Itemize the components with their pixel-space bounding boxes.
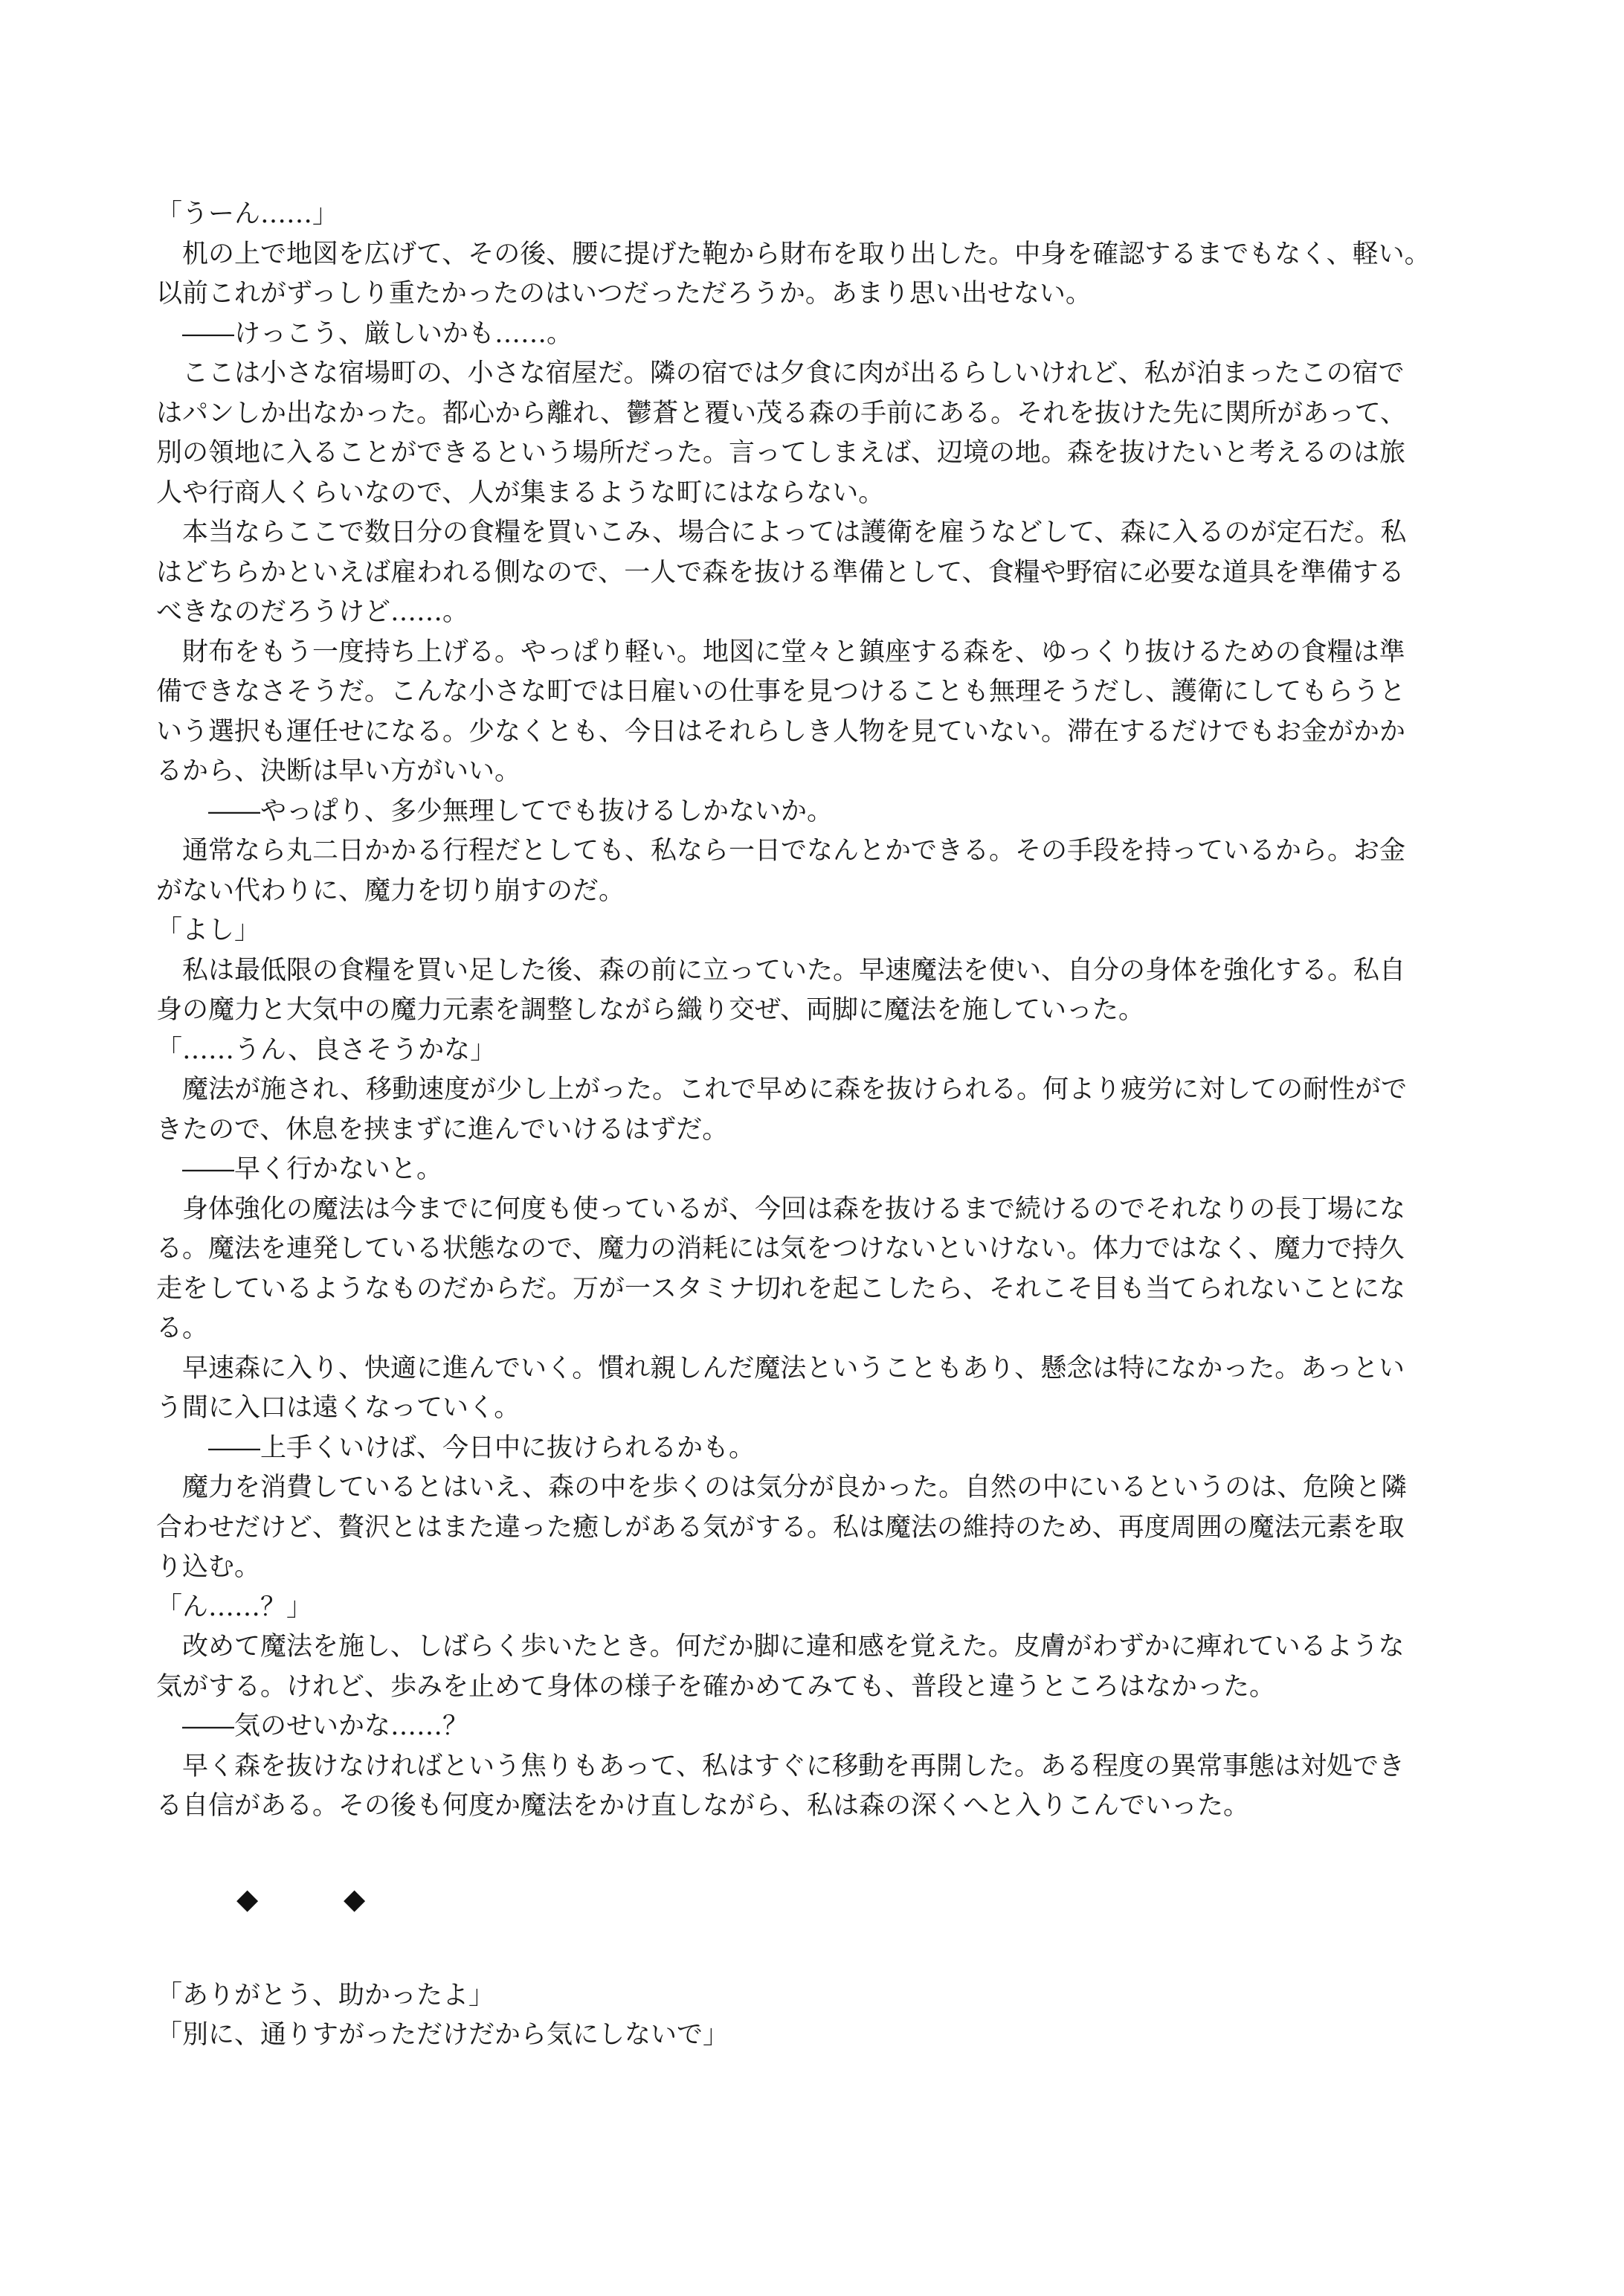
- text-line: 「よし」: [156, 916, 261, 945]
- text-line: 「ありがとう、助かったよ」: [156, 1980, 495, 2010]
- text-line: 身の魔力と大気中の魔力元素を調整しながら織り交ぜ、両脚に魔法を施していった。: [156, 995, 1144, 1025]
- text-line: 合わせだけど、贅沢とはまた違った癒しがある気がする。私は魔法の維持のため、再度周囲の魔法元素を取: [156, 1512, 1405, 1543]
- text-line: る自信がある。その後も何度か魔法をかけ直しながら、私は森の深くへと入りこんでいった。: [156, 1791, 1250, 1821]
- diamond-icon: ◆: [344, 1882, 366, 1915]
- scene-break: [156, 1877, 1495, 1921]
- text-line: 走をしているようなものだからだ。万が一スタミナ切れを起こしたら、それこそ目も当てられないことにな: [156, 1273, 1406, 1304]
- text-line: 机の上で地図を広げて、その後、腰に提げた鞄から財布を取り出した。中身を確認するまでもなく、軽い。: [156, 239, 1431, 269]
- text-line: ――やっぱり、多少無理してでも抜けるしかないか。: [156, 796, 834, 826]
- text-line: 「うーん……」: [156, 199, 339, 229]
- text-line: がない代わりに、魔力を切り崩すのだ。: [156, 875, 625, 906]
- text-line: はどちらかといえば雇われる側なので、一人で森を抜ける準備として、食糧や野宿に必要な道具を準備する: [156, 557, 1405, 588]
- text-line: 魔法が施され、移動速度が少し上がった。これで早めに森を抜けられる。何より疲労に対しての耐性がで: [156, 1075, 1408, 1104]
- text-line: ここは小さな宿場町の、小さな宿屋だ。隣の宿では夕食に肉が出るらしいけれど、私が泊まったこの宿で: [156, 358, 1405, 388]
- text-line: 「別に、通りすがっただけだから気にしないで」: [156, 2020, 729, 2050]
- text-line: 「ん……？」: [156, 1592, 313, 1622]
- text-line: ――早く行かないと。: [156, 1154, 443, 1184]
- text-line: 本当ならここで数日分の食糧を買いこみ、場合によっては護衛を雇うなどして、森に入るのが定石だ。私: [156, 518, 1407, 547]
- text-line: るから、決断は早い方がいい。: [156, 756, 521, 786]
- text-line: ――けっこう、厳しいかも……。: [156, 318, 573, 349]
- text-line: 別の領地に入ることができるという場所だった。言ってしまえば、辺境の地。森を抜けたいと考えるのは旅: [156, 438, 1406, 468]
- text-line: 早く森を抜けなければという焦りもあって、私はすぐに移動を再開した。ある程度の異常事態は対処でき: [156, 1751, 1405, 1781]
- text-line: ――上手くいけば、今日中に抜けられるかも。: [156, 1432, 755, 1463]
- text-line: る。: [156, 1313, 209, 1343]
- document-page: [156, 195, 1495, 2056]
- text-line: 財布をもう一度持ち上げる。やっぱり軽い。地図に堂々と鎮座する森を、ゆっくり抜けるための食糧は準: [156, 637, 1405, 667]
- text-line: 備できなさそうだ。こんな小さな町では日雇いの仕事を見つけることも無理そうだし、護衛にしてもらうと: [156, 677, 1406, 707]
- text-line: 人や行商人くらいなので、人が集まるような町にはならない。: [156, 477, 885, 508]
- text-line: 通常なら丸二日かかる行程だとしても、私なら一日でなんとかできる。その手段を持っているから。お金: [156, 836, 1406, 866]
- text-line: ――気のせいかな……？: [156, 1711, 469, 1741]
- text-line: きたので、休息を挟まずに進んでいけるはずだ。: [156, 1114, 729, 1145]
- text-block-continued: [156, 1976, 1495, 2056]
- text-line: 「……うん、良さそうかな」: [156, 1035, 497, 1065]
- text-line: 気がする。けれど、歩みを止めて身体の様子を確かめてみても、普段と違うところはなかった。: [156, 1671, 1276, 1702]
- text-line: 改めて魔法を施し、しばらく歩いたとき。何だか脚に違和感を覚えた。皮膚がわずかに痺れているような: [156, 1632, 1405, 1662]
- text-line: 早速森に入り、快適に進んでいく。慣れ親しんだ魔法ということもあり、懸念は特になかった。あっとい: [156, 1353, 1405, 1383]
- diamond-icon: ◆: [236, 1882, 259, 1915]
- text-line: 私は最低限の食糧を買い足した後、森の前に立っていた。早速魔法を使い、自分の身体を強化する。私自: [156, 955, 1406, 985]
- spacer: [156, 1921, 1495, 1976]
- text-block-main: [156, 195, 1495, 1827]
- text-line: り込む。: [156, 1552, 261, 1582]
- text-line: う間に入口は遠くなっていく。: [156, 1393, 521, 1423]
- text-line: はパンしか出なかった。都心から離れ、鬱蒼と覆い茂る森の手前にある。それを抜けた先に関所があって、: [156, 398, 1407, 428]
- text-line: べきなのだろうけど……。: [156, 597, 469, 627]
- text-line: る。魔法を連発している状態なので、魔力の消耗には気をつけないといけない。体力ではなく、魔力で持久: [156, 1234, 1405, 1264]
- text-line: いう選択も運任せになる。少なくとも、今日はそれらしき人物を見ていない。滞在するだけでもお金がかか: [156, 716, 1406, 747]
- text-line: 以前これがずっしり重たかったのはいつだっただろうか。あまり思い出せない。: [156, 279, 1092, 309]
- text-line: 魔力を消費しているとはいえ、森の中を歩くのは気分が良かった。自然の中にいるというのは、危険と隣: [156, 1473, 1408, 1502]
- text-line: 身体強化の魔法は今までに何度も使っているが、今回は森を抜けるまで続けるのでそれなりの長丁場にな: [156, 1194, 1406, 1224]
- spacer: [156, 1827, 1495, 1877]
